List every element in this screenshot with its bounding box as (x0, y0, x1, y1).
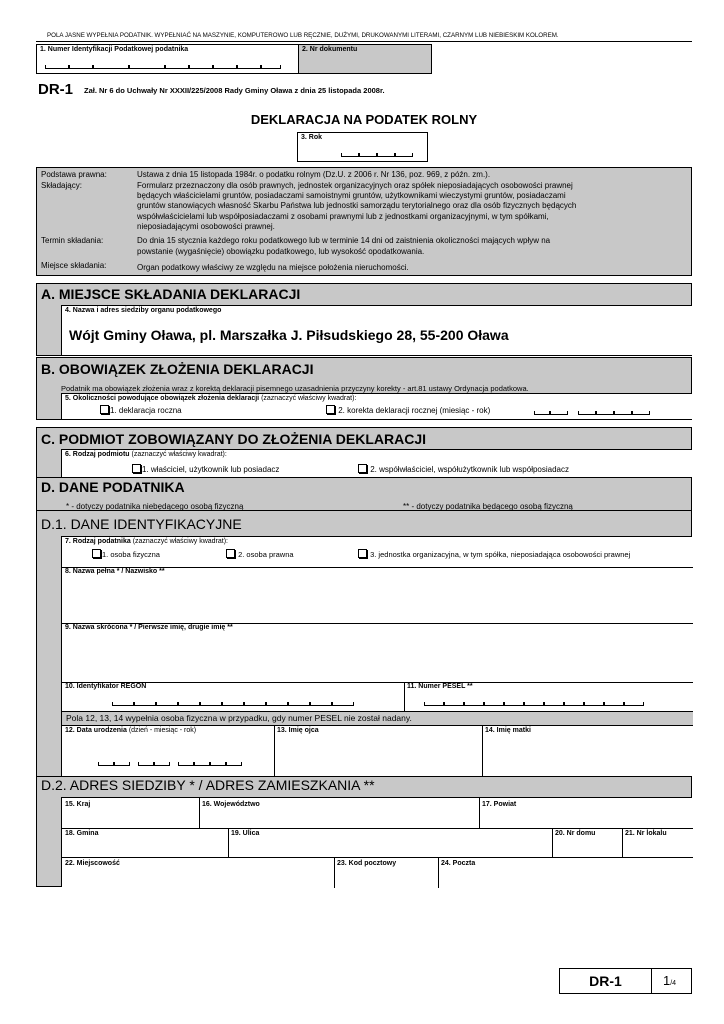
legal-person-note: * - dotyczy podatnika niebędącego osobą fizyczną (66, 502, 244, 511)
country-field[interactable] (62, 798, 199, 828)
section-b-body (36, 379, 692, 420)
postal-code-label: 23. Kod pocztowy (337, 860, 397, 867)
full-name-field[interactable] (62, 567, 693, 623)
short-name-label: 9. Nazwa skrócona * / Pierwsze imię, drugie imię ** (65, 624, 233, 631)
section-d-title: D. DANE PODATNIKA (41, 479, 185, 495)
tax-office-label: 4. Nazwa i adres siedziby organu podatkowego (65, 307, 222, 314)
checkbox-icon[interactable] (92, 549, 101, 558)
submitters-label: Składający: (41, 181, 82, 190)
postal-code-field[interactable] (334, 857, 438, 888)
natural-person-note: ** - dotyczy podatnika będącego osobą fizyczną (403, 502, 573, 511)
district-field[interactable] (479, 798, 693, 828)
section-d2 (36, 776, 692, 887)
deadline-label: Termin składania: (41, 236, 104, 245)
legal-basis-label: Podstawa prawna: (41, 170, 107, 179)
apartment-number-field[interactable] (622, 828, 693, 857)
section-c-header: C. PODMIOT ZOBOWIĄZANY DO ZŁOŻENIA DEKLARACJI (36, 427, 692, 449)
reason-label: 5. Okoliczności powodujące obowiązek złożenia deklaracji (65, 395, 260, 402)
post-office-label: 24. Poczta (441, 860, 476, 867)
checkbox-icon[interactable] (100, 405, 109, 414)
correction-note: Podatnik ma obowiązek złożenia wraz z korektą deklaracji pisemnego uzasadnienia przyczyny korekty - art.81 ustawy Ordynacja podatkowa. (61, 384, 529, 393)
page-title: DEKLARACJA NA PODATEK ROLNY (250, 112, 478, 127)
district-label: 17. Powiat (482, 801, 517, 808)
submitters-text: Formularz przeznaczony dla osób prawnych, jednostek organizacyjnych oraz spółek nieposiadających osobowości prawnej będących właścicielami gruntów, posiadaczami samoistnymi gruntów, użytkownikami wieczystymi gruntów, posiadaczami gruntów stanowiących własność Skarbu Państwa lub jednostki samorządu terytorialnego oraz dla osób fizycznych będących współwłaścicielami lub współposiadaczami z osobami prawnymi lub z jednostkami organizacyjnymi, w tym spółkami, nieposiadającymi osobowości prawnej. (137, 181, 577, 231)
full-name-label: 8. Nazwa pełna * / Nazwisko ** (65, 568, 165, 575)
option-owner[interactable]: 1. właściciel, użytkownik lub posiadacz (132, 464, 279, 474)
info-block (36, 167, 692, 276)
voivodeship-field[interactable] (199, 798, 479, 828)
form-code: DR-1 (38, 81, 74, 98)
option-organizational-unit[interactable]: 3. jednostka organizacyjna, w tym spółka, nieposiadająca osobowości prawnej (358, 549, 630, 559)
apartment-number-label: 21. Nr lokalu (625, 830, 667, 837)
document-number-field (298, 44, 432, 74)
voivodeship-label: 16. Województwo (202, 801, 260, 808)
option-legal-person[interactable]: 2. osoba prawna (226, 549, 294, 559)
identification-fields (61, 536, 692, 776)
pesel-note: Pola 12, 13, 14 wypełnia osoba fizyczna w przypadku, gdy numer PESEL nie został nadany. (66, 713, 412, 723)
page-current: 1 (663, 973, 671, 988)
section-d2-title: D.2. ADRES SIEDZIBY * / ADRES ZAMIESZKANIA ** (41, 777, 375, 793)
pesel-field[interactable] (404, 682, 693, 711)
street-field[interactable] (228, 828, 552, 857)
regon-label: 10. Identyfikator REGON (65, 683, 147, 690)
commune-field[interactable] (62, 828, 228, 857)
form-subtitle: Zał. Nr 6 do Uchwały Nr XXXII/225/2008 Rady Gminy Oława z dnia 25 listopada 2008r. (84, 86, 385, 95)
post-office-field[interactable] (438, 857, 693, 888)
nip-label: 1. Numer Identyfikacji Podatkowej podatnika (40, 46, 189, 53)
nip-field[interactable] (36, 44, 299, 74)
place-text: Organ podatkowy właściwy ze względu na miejsce położenia nieruchomości. (137, 263, 409, 272)
short-name-field[interactable] (62, 623, 693, 679)
option-annual[interactable]: 1. deklaracja roczna (100, 405, 182, 415)
taxpayer-type-label: 7. Rodzaj podatnika (65, 538, 131, 545)
pesel-note-bar (62, 711, 693, 726)
deadline-text: Do dnia 15 stycznia każdego roku podatkowego lub w terminie 14 dni od zaistnienia okoliczności mających wpływ na powstanie (wygaśnięcie) obowiązku podatkowego, lub wysokość opodatkowania. (137, 236, 551, 256)
commune-label: 18. Gmina (65, 830, 99, 837)
mother-name-label: 14. Imię matki (485, 727, 531, 734)
mother-name-field[interactable] (482, 726, 693, 777)
option-correction[interactable]: 2. korekta deklaracji rocznej (miesiąc - rok) (326, 405, 490, 415)
birth-date-hint: (dzień - miesiąc - rok) (128, 727, 197, 734)
footer-form-code (559, 968, 652, 994)
regon-field[interactable] (62, 682, 404, 711)
checkbox-icon[interactable] (326, 405, 335, 414)
father-name-label: 13. Imię ojca (277, 727, 319, 734)
section-d1 (36, 511, 692, 776)
pesel-label: 11. Numer PESEL ** (407, 683, 473, 690)
checkbox-icon[interactable] (226, 549, 235, 558)
footer-code-text: DR-1 (589, 973, 622, 989)
birth-date-label: 12. Data urodzenia (65, 727, 127, 734)
legal-basis-text: Ustawa z dnia 15 listopada 1984r. o podatku rolnym (Dz.U. z 2006 r. Nr 136, poz. 969, z późn. zm.). (137, 170, 491, 179)
reason-hint: (zaznaczyć właściwy kwadrat): (261, 395, 357, 402)
checkbox-icon[interactable] (358, 464, 367, 473)
city-field[interactable] (62, 857, 334, 888)
document-number-label: 2. Nr dokumentu (302, 46, 358, 53)
year-field[interactable] (297, 132, 428, 162)
place-label: Miejsce składania: (41, 261, 107, 270)
father-name-field[interactable] (274, 726, 482, 777)
entity-type-hint: (zaznaczyć właściwy kwadrat): (131, 451, 227, 458)
street-label: 19. Ulica (231, 830, 260, 837)
house-number-field[interactable] (552, 828, 622, 857)
city-label: 22. Miejscowość (65, 860, 120, 867)
section-d1-title: D.1. DANE IDENTYFIKACYJNE (41, 516, 242, 532)
birth-date-field[interactable] (62, 726, 274, 777)
section-c-body (36, 449, 692, 477)
checkbox-icon[interactable] (358, 549, 367, 558)
section-a-body (36, 305, 692, 356)
section-d-header (36, 477, 692, 511)
year-label: 3. Rok (301, 134, 323, 141)
entity-type-field (61, 449, 692, 477)
section-a-header: A. MIEJSCE SKŁADANIA DEKLARACJI (36, 283, 692, 305)
option-natural-person[interactable]: 1. osoba fizyczna (92, 549, 160, 559)
option-co-owner[interactable]: 2. współwłaściciel, współużytkownik lub współposiadacz (358, 464, 569, 474)
section-b-header: B. OBOWIĄZEK ZŁOŻENIA DEKLARACJI (36, 357, 692, 379)
top-note: POLA JASNE WYPEŁNIA PODATNIK. WYPEŁNIAĆ NA MASZYNIE, KOMPUTEROWO LUB RĘCZNIE, DUŻYMI, DRUKOWANYMI LITERAMI, CZARNYM LUB NIEBIESKIM KOLOREM. (47, 32, 559, 39)
taxpayer-type-hint: (zaznaczyć właściwy kwadrat): (132, 538, 228, 545)
page-number (651, 968, 692, 994)
house-number-label: 20. Nr domu (555, 830, 596, 837)
tax-office-value: Wójt Gminy Oława, pl. Marszałka J. Piłsudskiego 28, 55-200 Oława (69, 327, 509, 343)
tax-office-field (61, 305, 692, 355)
checkbox-icon[interactable] (132, 464, 141, 473)
country-label: 15. Kraj (65, 801, 91, 808)
address-fields (61, 797, 692, 887)
entity-type-label: 6. Rodzaj podmiotu (65, 451, 130, 458)
reason-field (61, 393, 692, 419)
page-total: /4 (670, 980, 677, 987)
